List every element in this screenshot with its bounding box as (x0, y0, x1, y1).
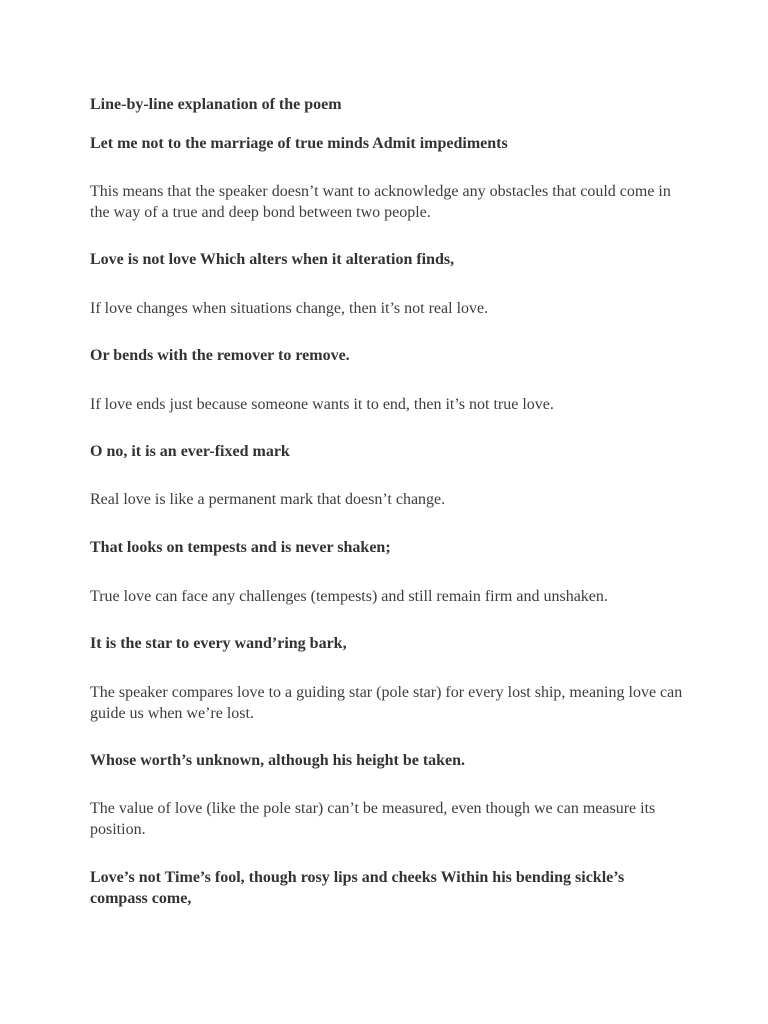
explanation-4: Real love is like a permanent mark that doesn’t change. (90, 491, 446, 508)
explanation-7: The value of love (like the pole star) can’t be measured, even though we can measure its position. (90, 800, 656, 838)
poem-line-3: Or bends with the remover to remove. (90, 347, 350, 364)
poem-line-8: Love’s not Time’s fool, though rosy lips and cheeks Within his bending sickle’s compass come, (90, 869, 625, 907)
explanation-3: If love ends just because someone wants it to end, then it’s not true love. (90, 396, 554, 413)
poem-line-2: Love is not love Which alters when it alteration finds, (90, 251, 455, 268)
document-title: Line-by-line explanation of the poem (90, 96, 342, 113)
poem-line-5: That looks on tempests and is never shaken; (90, 539, 391, 556)
explanation-5: True love can face any challenges (tempests) and still remain firm and unshaken. (90, 588, 608, 605)
poem-line-7: Whose worth’s unknown, although his height be taken. (90, 752, 466, 769)
poem-line-1: Let me not to the marriage of true minds Admit impediments (90, 135, 508, 152)
explanation-2: If love changes when situations change, then it’s not real love. (90, 300, 489, 317)
explanation-1: This means that the speaker doesn’t want to acknowledge any obstacles that could come in the way of a true and deep bond between two people. (90, 183, 671, 221)
poem-line-4: O no, it is an ever-fixed mark (90, 443, 290, 460)
explanation-6: The speaker compares love to a guiding star (pole star) for every lost ship, meaning love can guide us when we’re lost. (90, 684, 683, 722)
poem-line-6: It is the star to every wand’ring bark, (90, 635, 347, 652)
